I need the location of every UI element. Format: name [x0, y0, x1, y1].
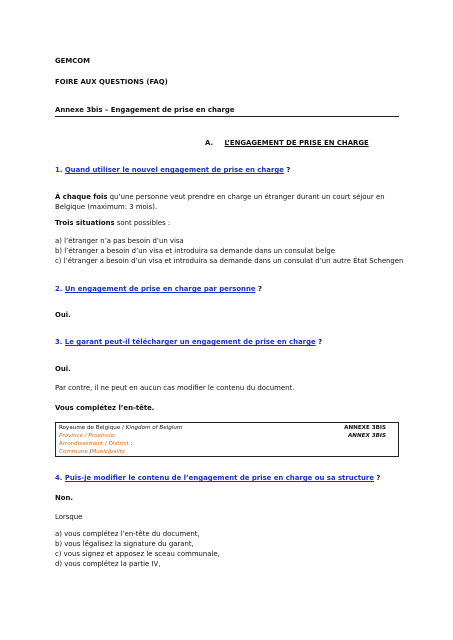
list-item: a) l’étranger n’a pas besoin d’un visa — [55, 237, 184, 245]
question-4 — [55, 474, 380, 483]
list-item: c) l’étranger a besoin d’un visa et introduira sa demande dans un consulat d’un autre État Schengen — [55, 257, 404, 265]
question-2-number: 2. — [55, 285, 63, 293]
answer-4: Non. — [55, 494, 74, 502]
box-district: Arrondissement / District — [59, 441, 129, 447]
box-line-commune — [59, 449, 125, 456]
q1-paragraph-line2: Belgique (maximum: 3 mois). — [55, 203, 158, 211]
q1-text: qu’une personne veut prendre en charge un étranger durant un court séjour en — [107, 193, 385, 201]
question-2 — [55, 285, 262, 294]
list-item: b) vous légalisez la signature du garant, — [55, 540, 194, 548]
question-2-link[interactable]: Un engagement de prise en charge par personne — [64, 285, 256, 293]
org-name: GEMCOM — [55, 57, 90, 65]
list-item: b) l’étranger a besoin d’un visa et introduira sa demande dans un consulat belge — [55, 247, 335, 255]
header-sample-box — [55, 422, 399, 457]
section-a-title: L’ENGAGEMENT DE PRISE EN CHARGE — [224, 139, 369, 147]
list-item: c) vous signez et apposez le sceau communale, — [55, 550, 220, 558]
box-province: Province / Provincie — [59, 433, 115, 439]
q3-complete: Vous complétez l’en-tête. — [55, 404, 155, 412]
question-3 — [55, 338, 322, 347]
title-underline — [55, 116, 399, 117]
question-4-number: 4. — [55, 474, 63, 482]
box-line-province — [59, 433, 116, 440]
box-line-district — [59, 441, 132, 448]
question-1-number: 1. — [55, 166, 63, 174]
box-municipality: Municipality — [91, 449, 126, 455]
faq-title: FOIRE AUX QUESTIONS (FAQ) — [55, 78, 168, 86]
list-item: a) vous complétez l’en-tête du document, — [55, 530, 200, 538]
question-1-mark: ? — [283, 166, 291, 174]
question-1-link[interactable]: Quand utiliser le nouvel engagement de prise en charge — [64, 166, 284, 174]
q4-lead: Lorsque — [55, 513, 83, 521]
q1-situations-bold: Trois situations — [55, 219, 115, 227]
list-item: d) vous complétez la partie IV, — [55, 560, 161, 568]
annex-title: Annexe 3bis – Engagement de prise en charge — [55, 106, 235, 114]
box-kingdom-fr: Royaume de Belgique — [59, 425, 121, 431]
q1-situations-text: sont possibles : — [114, 219, 171, 227]
q1-situations — [55, 219, 170, 228]
box-kingdom-en: Kingdom of Belgium — [125, 425, 183, 431]
box-separator: : — [128, 441, 133, 447]
q3-note: Par contre, il ne peut en aucun cas modifier le contenu du document. — [55, 384, 295, 392]
box-commune: Commune — [59, 449, 88, 455]
question-4-mark: ? — [374, 474, 381, 482]
question-2-mark: ? — [255, 285, 262, 293]
box-separator: / — [87, 449, 92, 455]
q1-emphasis: À chaque fois — [55, 193, 108, 201]
answer-2: Oui. — [55, 311, 71, 319]
answer-3: Oui. — [55, 365, 71, 373]
section-a-letter: A. — [205, 139, 214, 147]
box-separator: : — [114, 433, 116, 439]
question-1 — [55, 166, 290, 175]
box-annex-en: ANNEX 3BIS — [347, 433, 386, 439]
box-line-kingdom — [59, 425, 182, 432]
section-a-heading — [205, 139, 369, 148]
box-annex-fr: ANNEXE 3BIS — [344, 425, 386, 431]
question-3-link[interactable]: Le garant peut-il télécharger un engagement de prise en charge — [64, 338, 316, 346]
q1-paragraph-line1 — [55, 193, 385, 202]
box-separator: / — [120, 425, 126, 431]
question-3-number: 3. — [55, 338, 63, 346]
question-3-mark: ? — [315, 338, 323, 346]
question-4-link[interactable]: Puis-je modifier le contenu de l’engagement de prise en charge ou sa structure — [64, 474, 375, 482]
